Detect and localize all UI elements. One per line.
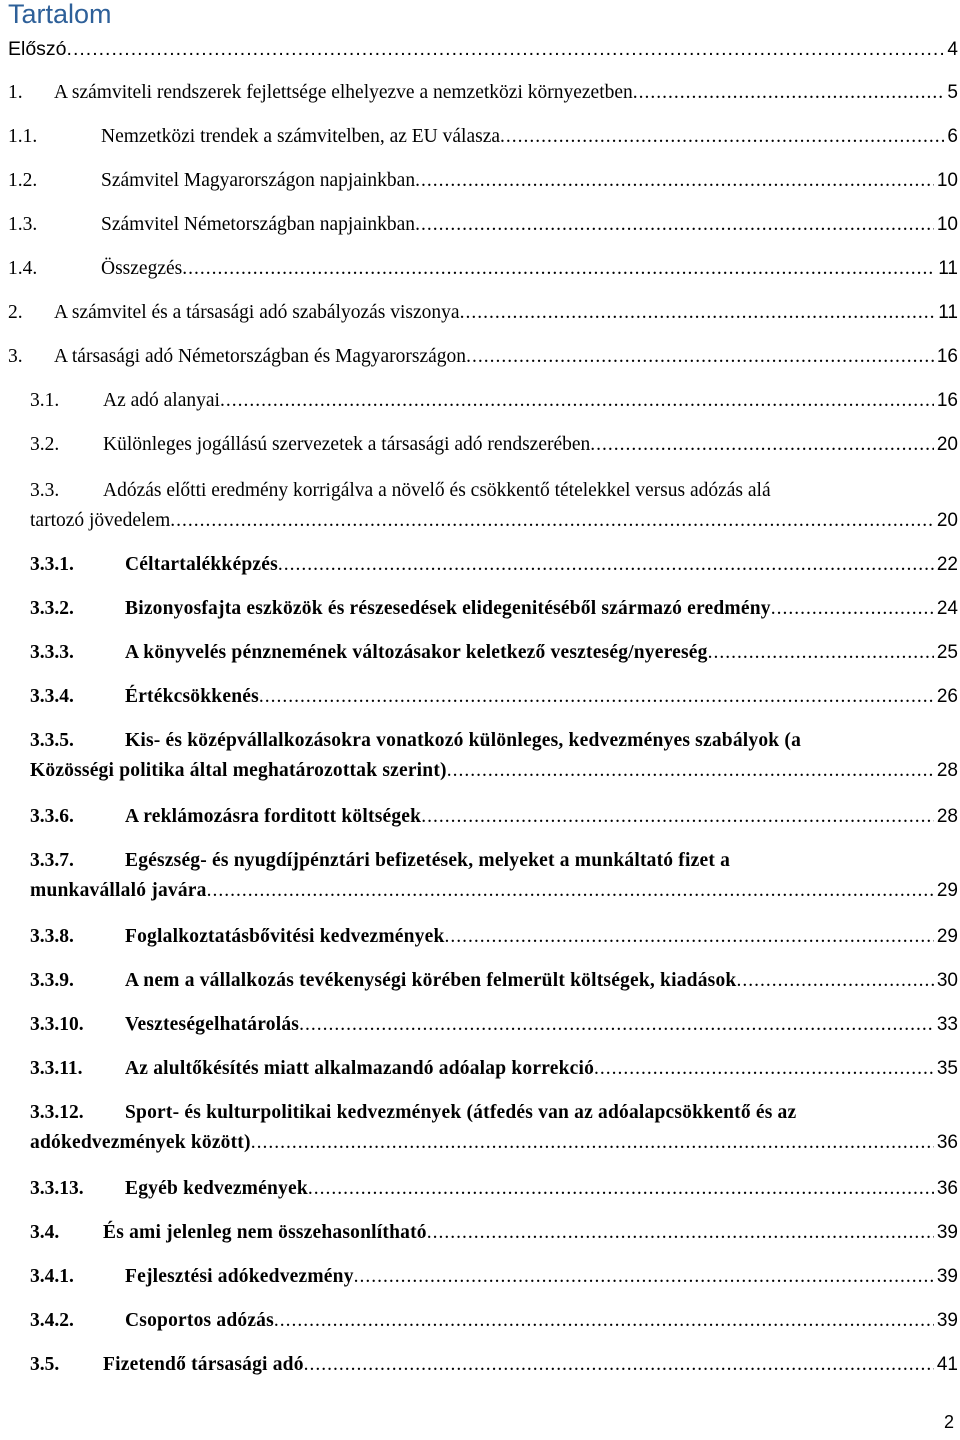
dot-leader <box>427 1218 934 1248</box>
toc-entry-number: 3.4.2. <box>30 1310 74 1331</box>
toc-entry-3-4-2[interactable] <box>30 1306 958 1336</box>
toc-entry-number: 3.3.6. <box>30 806 74 827</box>
toc-entry-text-line1: Kis- és középvállalkozásokra vonatkozó különleges, kedvezményes szabályok (a <box>125 730 802 751</box>
toc-entry-number: 3.4. <box>30 1222 60 1243</box>
toc-entry-text: munkavállaló javára <box>30 880 207 901</box>
toc-entry-page: 30 <box>936 970 958 991</box>
toc-entry-text-line1: Sport- és kulturpolitikai kedvezmények (átfedés van az adóalapcsökkentő és az <box>125 1102 797 1123</box>
dot-leader <box>304 1350 934 1380</box>
toc-entry-eloszo[interactable] <box>8 34 958 64</box>
dot-leader <box>67 34 945 64</box>
dot-leader <box>207 876 934 906</box>
toc-entry-3-3[interactable] <box>30 476 958 536</box>
dot-leader <box>500 122 944 152</box>
toc-entry-page: 4 <box>947 39 958 60</box>
toc-entry-text: Foglalkoztatásbővitési kedvezmények <box>125 926 445 947</box>
toc-entry-number: 2. <box>8 302 23 323</box>
dot-leader <box>278 550 934 580</box>
toc-entry-number: 3.4.1. <box>30 1266 74 1287</box>
toc-entry-1-4[interactable] <box>8 254 958 284</box>
toc-entry-3-3-4[interactable] <box>30 682 958 712</box>
toc-entry-text: A nem a vállalkozás tevékenységi körében felmerült költségek, kiadások <box>125 970 737 991</box>
toc-entry-page: 28 <box>936 760 958 781</box>
toc-entry-number: 3.3.7. <box>30 850 74 871</box>
toc-entry-3-3-5[interactable] <box>30 726 958 786</box>
dot-leader <box>771 594 934 624</box>
toc-entry-text: tartozó jövedelem <box>30 510 171 531</box>
dot-leader <box>415 166 934 196</box>
toc-entry-text: adókedvezmények között) <box>30 1132 251 1153</box>
dot-leader <box>259 682 934 712</box>
toc-entry-page: 11 <box>938 258 958 279</box>
toc-entry-text: Fizetendő társasági adó <box>103 1354 304 1375</box>
toc-entry-number: 1.1. <box>8 126 38 147</box>
page-title: Tartalom <box>8 0 112 29</box>
toc-entry-text: Az adó alanyai <box>103 390 220 411</box>
toc-entry-1-2[interactable] <box>8 166 958 196</box>
toc-entry-page: 25 <box>936 642 958 663</box>
toc-entry-number: 3.3.4. <box>30 686 74 707</box>
toc-entry-text: Csoportos adózás <box>125 1310 274 1331</box>
dot-leader <box>170 506 934 536</box>
dot-leader <box>274 1306 934 1336</box>
toc-entry-number: 3.3.13. <box>30 1178 84 1199</box>
toc-entry-number: 3.3.8. <box>30 926 74 947</box>
toc-entry-3-3-3[interactable] <box>30 638 958 668</box>
toc-entry-page: 39 <box>936 1310 958 1331</box>
toc-entry-3-3-2[interactable] <box>30 594 958 624</box>
toc-entry-page: 10 <box>936 170 958 191</box>
toc-entry-3-3-12[interactable] <box>30 1098 958 1158</box>
toc-entry-page: 36 <box>936 1178 958 1199</box>
toc-entry-number: 3.3.10. <box>30 1014 84 1035</box>
toc-entry-page: 20 <box>936 434 958 455</box>
dot-leader <box>590 430 934 460</box>
toc-entry-1-3[interactable] <box>8 210 958 240</box>
toc-entry-3-3-1[interactable] <box>30 550 958 580</box>
toc-entry-3-2[interactable] <box>30 430 958 460</box>
dot-leader <box>251 1128 934 1158</box>
toc-entry-page: 39 <box>936 1222 958 1243</box>
toc-entry-page: 16 <box>936 346 958 367</box>
toc-entry-3-4[interactable] <box>30 1218 958 1248</box>
toc-entry-page: 41 <box>936 1354 958 1375</box>
toc-entry-number: 1.3. <box>8 214 38 235</box>
toc-entry-number: 1.2. <box>8 170 38 191</box>
toc-entry-text: Számvitel Magyarországon napjainkban <box>101 170 416 191</box>
toc-entry-page: 10 <box>936 214 958 235</box>
dot-leader <box>354 1262 934 1292</box>
toc-entry-number: 3. <box>8 346 23 367</box>
toc-entry-page: 36 <box>936 1132 958 1153</box>
toc-entry-number: 3.1. <box>30 390 60 411</box>
dot-leader <box>299 1010 934 1040</box>
toc-entry-3-3-6[interactable] <box>30 802 958 832</box>
toc-entry-number: 3.2. <box>30 434 60 455</box>
dot-leader <box>460 298 936 328</box>
toc-entry-text: Veszteségelhatárolás <box>125 1014 300 1035</box>
toc-entry-2[interactable] <box>8 298 958 328</box>
toc-entry-page: 5 <box>947 82 958 103</box>
dot-leader <box>182 254 935 284</box>
toc-entry-text: Egyéb kedvezmények <box>125 1178 308 1199</box>
toc-entry-page: 24 <box>936 598 958 619</box>
toc-entry-number: 3.3.3. <box>30 642 74 663</box>
toc-entry-number: 3.3.12. <box>30 1102 84 1123</box>
toc-entry-page: 6 <box>947 126 958 147</box>
toc-entry-3-5[interactable] <box>30 1350 958 1380</box>
dot-leader <box>308 1174 934 1204</box>
toc-entry-text: Bizonyosfajta eszközök és részesedések elidegenitéséből származó eredmény <box>125 598 771 619</box>
dot-leader <box>421 802 934 832</box>
toc-entry-3-3-7[interactable] <box>30 846 958 906</box>
dot-leader <box>447 756 934 786</box>
toc-entry-page: 39 <box>936 1266 958 1287</box>
toc-entry-number: 3.3.11. <box>30 1058 83 1079</box>
toc-entry-page: 29 <box>936 880 958 901</box>
toc-entry-text: Számvitel Németországban napjainkban <box>101 214 416 235</box>
toc-entry-page: 16 <box>936 390 958 411</box>
dot-leader <box>415 210 934 240</box>
toc-entry-text: Összegzés <box>101 258 183 279</box>
toc-entry-text: Előszó <box>8 38 67 60</box>
toc-entry-text-line1: Adózás előtti eredmény korrigálva a növelő és csökkentő tételekkel versus adózás alá <box>103 480 771 501</box>
toc-entry-page: 26 <box>936 686 958 707</box>
toc-entry-3-3-8[interactable] <box>30 922 958 952</box>
toc-entry-number: 1. <box>8 82 23 103</box>
toc-entry-text: És ami jelenleg nem összehasonlítható <box>103 1222 427 1243</box>
toc-entry-number: 3.3.1. <box>30 554 74 575</box>
toc-entry-text: A számviteli rendszerek fejlettsége elhelyezve a nemzetközi környezetben <box>54 82 633 103</box>
toc-entry-1-1[interactable] <box>8 122 958 152</box>
toc-entry-1[interactable] <box>8 78 958 108</box>
page-number: 2 <box>943 1412 954 1432</box>
toc-entry-page: 35 <box>936 1058 958 1079</box>
toc-entry-text: A reklámozásra forditott költségek <box>125 806 422 827</box>
toc-entry-number: 3.3.9. <box>30 970 74 991</box>
toc-entry-page: 11 <box>938 302 958 323</box>
dot-leader <box>220 386 934 416</box>
toc-entry-text: Céltartalékképzés <box>125 554 278 575</box>
toc-entry-3-3-13[interactable] <box>30 1174 958 1204</box>
toc-entry-number: 3.3.5. <box>30 730 74 751</box>
toc-entry-3-3-11[interactable] <box>30 1054 958 1084</box>
toc-entry-text: Nemzetközi trendek a számvitelben, az EU válasza <box>101 126 501 147</box>
toc-entry-page: 33 <box>936 1014 958 1035</box>
toc-entry-page: 29 <box>936 926 958 947</box>
toc-entry-page: 28 <box>936 806 958 827</box>
toc-entry-text: Közösségi politika által meghatározottak szerint) <box>30 760 447 781</box>
dot-leader <box>594 1054 934 1084</box>
toc-entry-page: 20 <box>936 510 958 531</box>
toc-entry-number: 3.5. <box>30 1354 60 1375</box>
toc-entry-text: Fejlesztési adókedvezmény <box>125 1266 354 1287</box>
toc-entry-3-3-9[interactable] <box>30 966 958 996</box>
toc-entry-3-4-1[interactable] <box>30 1262 958 1292</box>
toc-entry-text: A számvitel és a társasági adó szabályozás viszonya <box>54 302 460 323</box>
toc-entry-3[interactable] <box>8 342 958 372</box>
toc-entry-text: Különleges jogállású szervezetek a társasági adó rendszerében <box>103 434 591 455</box>
toc-entry-number: 1.4. <box>8 258 38 279</box>
toc-entry-number: 3.3. <box>30 480 60 501</box>
toc-entry-3-1[interactable] <box>30 386 958 416</box>
toc-entry-page: 22 <box>936 554 958 575</box>
toc-entry-text: A könyvelés pénznemének változásakor keletkező veszteség/nyereség <box>125 642 708 663</box>
dot-leader <box>445 922 934 952</box>
toc-entry-number: 3.3.2. <box>30 598 74 619</box>
toc-entry-3-3-10[interactable] <box>30 1010 958 1040</box>
toc-entry-text: A társasági adó Németországban és Magyarországon <box>54 346 467 367</box>
dot-leader <box>708 638 934 668</box>
toc-entry-text-line1: Egészség- és nyugdíjpénztári befizetések, melyeket a munkáltató fizet a <box>125 850 731 871</box>
toc-entry-text: Értékcsökkenés <box>125 686 259 707</box>
dot-leader <box>633 78 945 108</box>
toc-entry-text: Az alultőkésítés miatt alkalmazandó adóalap korrekció <box>125 1058 595 1079</box>
dot-leader <box>736 966 933 996</box>
dot-leader <box>466 342 934 372</box>
